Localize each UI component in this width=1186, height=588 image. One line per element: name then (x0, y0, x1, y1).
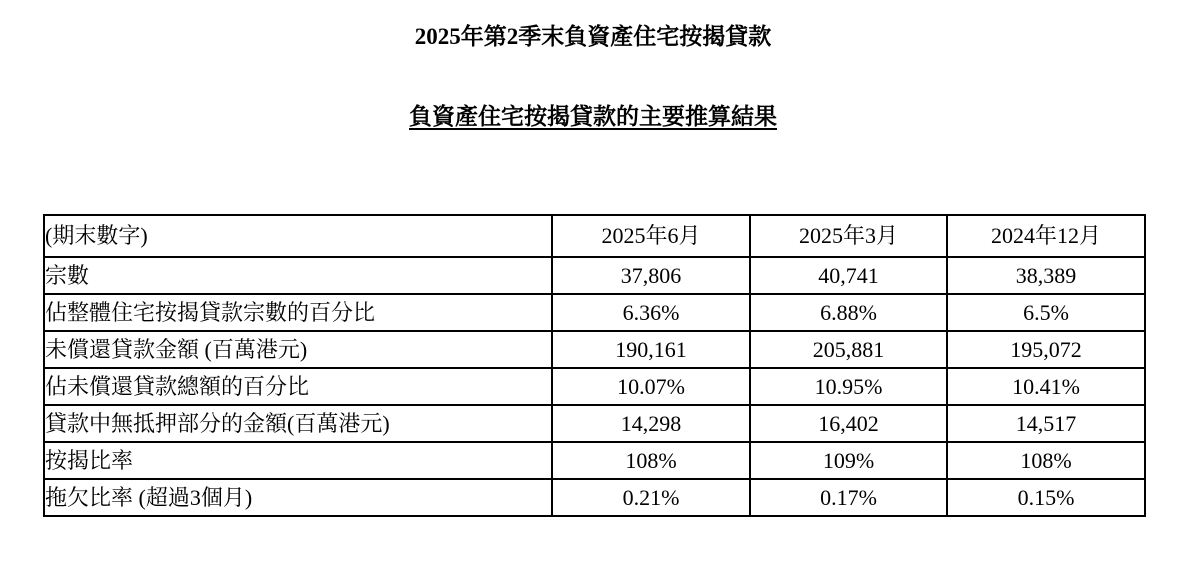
column-header-2025-jun: 2025年6月 (552, 215, 750, 257)
row-label: 佔整體住宅按揭貸款宗數的百分比 (44, 294, 552, 331)
table-cell: 6.5% (947, 294, 1145, 331)
negative-equity-table (43, 214, 1146, 517)
table-header-row (44, 215, 1145, 257)
row-label: 未償還貸款金額 (百萬港元) (44, 331, 552, 368)
table-row (44, 405, 1145, 442)
page-title: 2025年第2季末負資產住宅按揭貸款 (414, 24, 772, 49)
table-cell: 109% (750, 442, 947, 479)
row-label: 宗數 (44, 257, 552, 294)
table-cell: 195,072 (947, 331, 1145, 368)
table-cell: 37,806 (552, 257, 750, 294)
table-cell: 0.15% (947, 479, 1145, 516)
table-cell: 16,402 (750, 405, 947, 442)
table-cell: 108% (552, 442, 750, 479)
row-label: 佔未償還貸款總額的百分比 (44, 368, 552, 405)
table-cell: 14,517 (947, 405, 1145, 442)
row-label: 拖欠比率 (超過3個月) (44, 479, 552, 516)
table-subtitle-text: 負資產住宅按揭貸款的主要推算結果 (409, 104, 777, 129)
table-row (44, 331, 1145, 368)
table-cell: 14,298 (552, 405, 750, 442)
table-cell: 0.21% (552, 479, 750, 516)
table-cell: 108% (947, 442, 1145, 479)
row-label: 貸款中無抵押部分的金額(百萬港元) (44, 405, 552, 442)
table-cell: 6.36% (552, 294, 750, 331)
table-row (44, 294, 1145, 331)
table-cell: 10.95% (750, 368, 947, 405)
column-header-2025-mar: 2025年3月 (750, 215, 947, 257)
table-cell: 38,389 (947, 257, 1145, 294)
table-cell: 190,161 (552, 331, 750, 368)
table-row (44, 479, 1145, 516)
period-end-label: (期末數字) (44, 215, 552, 257)
table-cell: 10.07% (552, 368, 750, 405)
row-label: 按揭比率 (44, 442, 552, 479)
column-header-2024-dec: 2024年12月 (947, 215, 1145, 257)
table-cell: 0.17% (750, 479, 947, 516)
table-row (44, 368, 1145, 405)
table-row (44, 442, 1145, 479)
table-cell: 40,741 (750, 257, 947, 294)
table-row (44, 257, 1145, 294)
table-subtitle (0, 102, 1186, 132)
table-cell: 6.88% (750, 294, 947, 331)
table-cell: 205,881 (750, 331, 947, 368)
table-cell: 10.41% (947, 368, 1145, 405)
